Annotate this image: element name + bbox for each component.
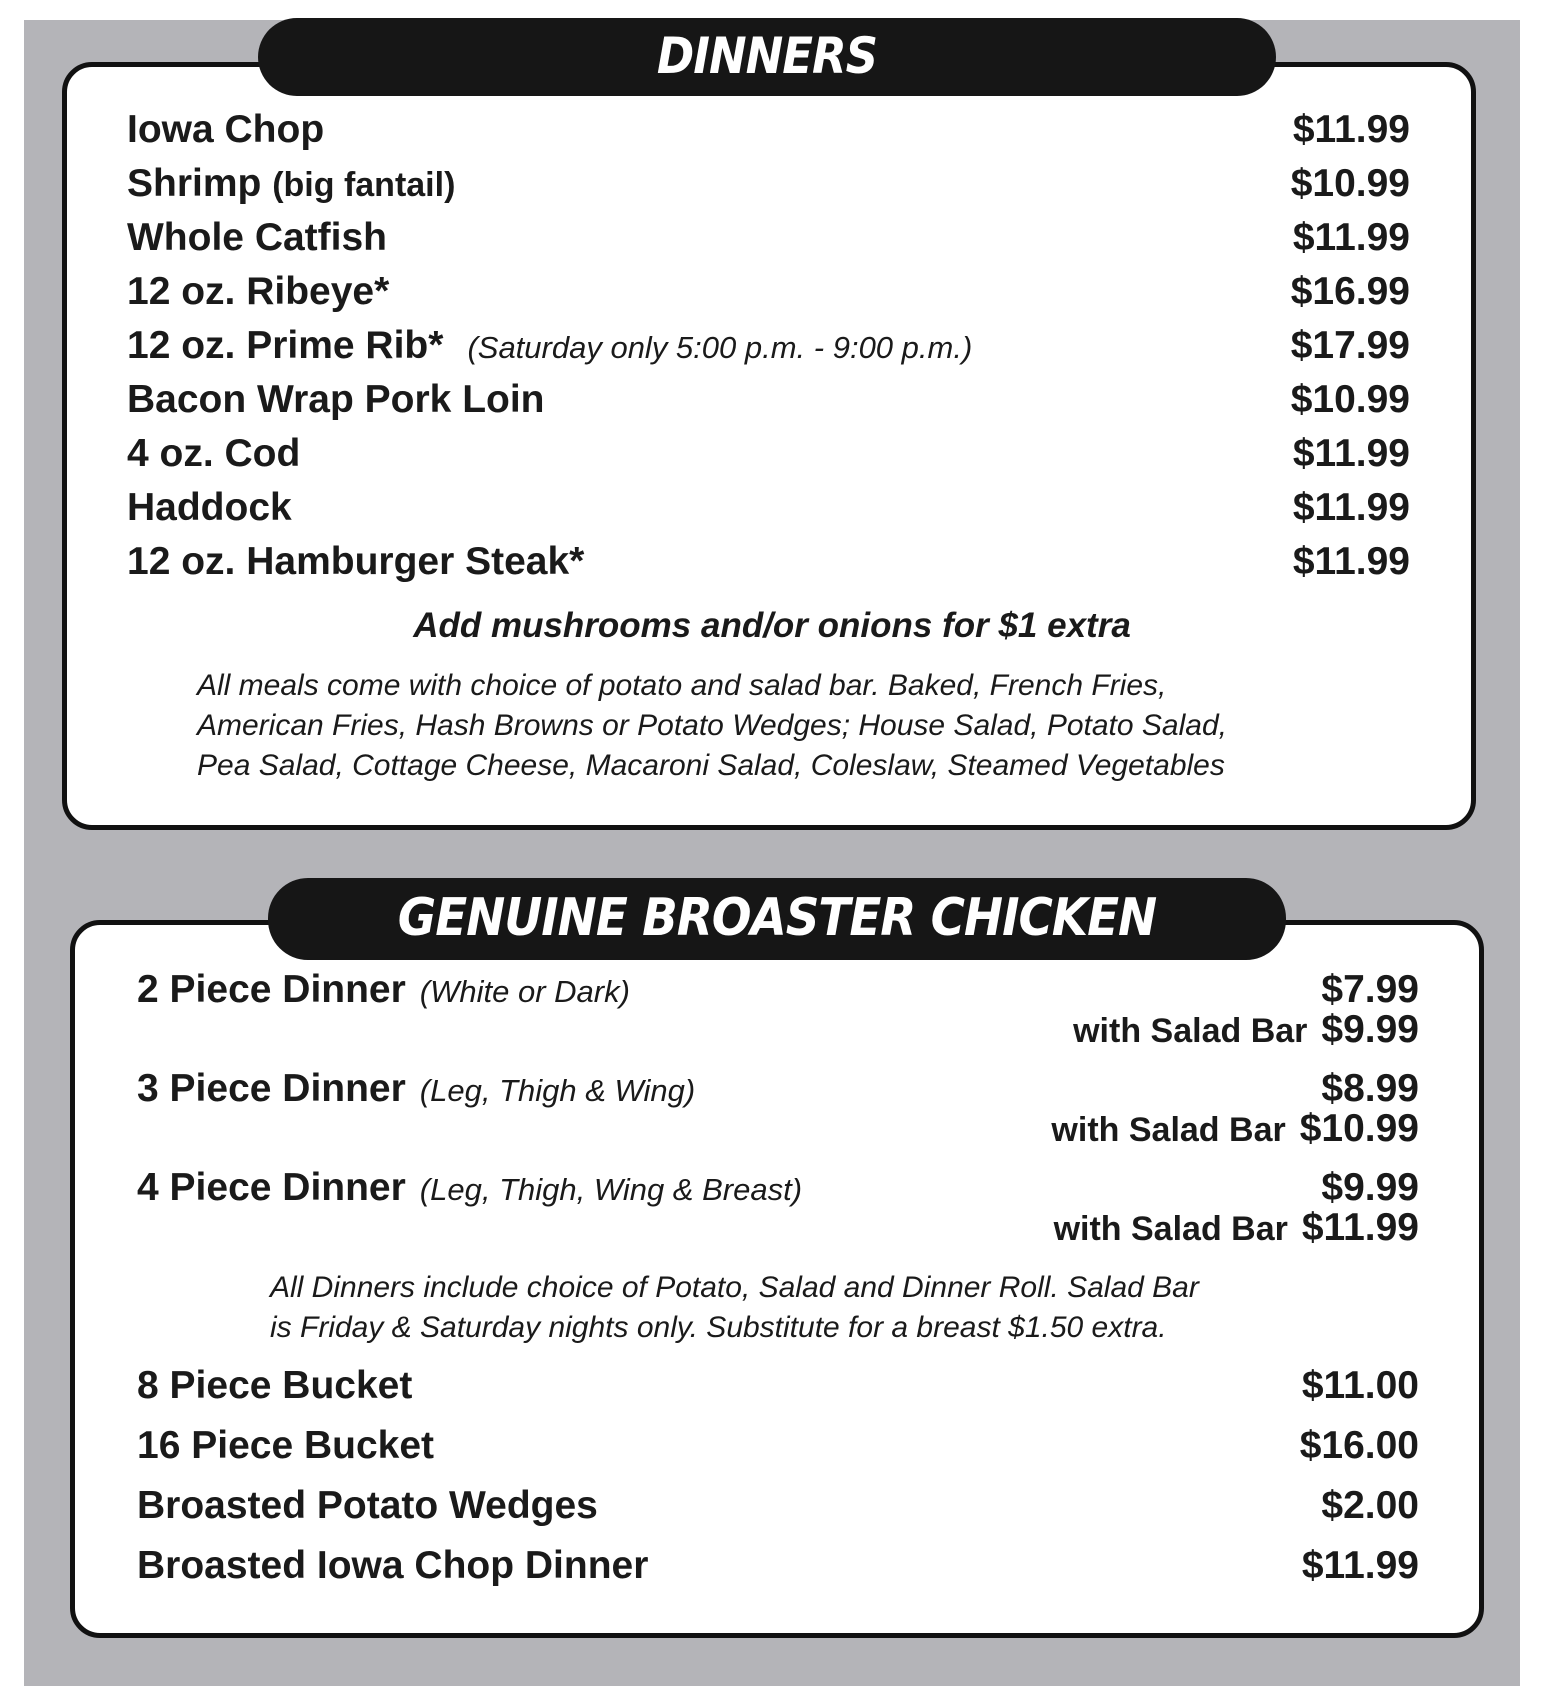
chicken-dinner-desc: (Leg, Thigh & Wing) — [419, 1073, 696, 1108]
dinner-item-price: $10.99 — [1290, 378, 1410, 421]
chicken-footnote — [270, 1268, 1199, 1348]
chicken-item — [137, 1484, 1419, 1534]
footnote-line: American Fries, Hash Browns or Potato Wedges; House Salad, Potato Salad, — [197, 709, 1227, 742]
chicken-item-price: $11.00 — [1301, 1364, 1419, 1407]
salad-bar-price: $10.99 — [1299, 1107, 1419, 1150]
chicken-item — [137, 1424, 1419, 1474]
dinner-item-detail: (big fantail) — [272, 166, 456, 204]
chicken-dinner-desc: (White or Dark) — [419, 974, 630, 1009]
salad-bar-price: $11.99 — [1301, 1206, 1419, 1249]
dinner-item-price: $16.99 — [1290, 270, 1410, 313]
chicken-item-price: $11.99 — [1301, 1544, 1419, 1587]
chicken-item-name: 16 Piece Bucket — [137, 1424, 435, 1467]
footnote-line: Pea Salad, Cottage Cheese, Macaroni Salad, Coleslaw, Steamed Vegetables — [197, 749, 1225, 782]
dinner-item — [127, 108, 1410, 158]
salad-bar-price: $9.99 — [1321, 1008, 1419, 1051]
dinner-item-price: $11.99 — [1292, 432, 1410, 475]
chicken-title: GENUINE BROASTER CHICKEN — [268, 878, 1286, 960]
chicken-item-price: $16.00 — [1299, 1424, 1419, 1467]
dinner-item-note: (Saturday only 5:00 p.m. - 9:00 p.m.) — [467, 330, 973, 365]
dinner-item — [127, 162, 1410, 212]
chicken-item — [137, 1544, 1419, 1594]
footnote-line: All meals come with choice of potato and salad bar. Baked, French Fries, — [197, 669, 1167, 702]
footnote-line: is Friday & Saturday nights only. Substitute for a breast $1.50 extra. — [270, 1311, 1167, 1344]
dinner-item — [127, 432, 1410, 482]
chicken-dinner-item — [137, 968, 1419, 1068]
dinner-item-name: Whole Catfish — [127, 216, 387, 259]
chicken-dinner-name: 4 Piece Dinner — [137, 1166, 406, 1209]
dinner-item-name: 12 oz. Prime Rib* — [127, 324, 444, 367]
dinner-item-name: Bacon Wrap Pork Loin — [127, 378, 545, 421]
dinners-footnote — [197, 666, 1227, 786]
chicken-dinner-desc: (Leg, Thigh, Wing & Breast) — [419, 1172, 803, 1207]
dinner-item-price: $11.99 — [1292, 540, 1410, 583]
dinner-item-price: $17.99 — [1290, 324, 1410, 367]
chicken-dinner-price: $8.99 — [1321, 1067, 1419, 1110]
dinner-item — [127, 270, 1410, 320]
dinner-item — [127, 378, 1410, 428]
chicken-item-name: 8 Piece Bucket — [137, 1364, 413, 1407]
salad-bar-label: with Salad Bar — [1053, 1210, 1288, 1248]
salad-bar-label: with Salad Bar — [1073, 1012, 1308, 1050]
dinner-item — [127, 216, 1410, 266]
chicken-dinner-price: $9.99 — [1321, 1166, 1419, 1209]
dinner-item-name: 12 oz. Ribeye* — [127, 270, 390, 313]
dinner-item-price: $11.99 — [1292, 486, 1410, 529]
salad-bar-label: with Salad Bar — [1051, 1111, 1286, 1149]
dinner-item — [127, 486, 1410, 536]
chicken-item — [137, 1364, 1419, 1414]
chicken-item-name: Broasted Potato Wedges — [137, 1484, 598, 1527]
dinners-title: DINNERS — [258, 18, 1276, 96]
chicken-dinner-name: 3 Piece Dinner — [137, 1067, 406, 1110]
dinner-item-name: Shrimp — [127, 162, 262, 205]
dinner-item-price: $11.99 — [1292, 108, 1410, 151]
chicken-item-price: $2.00 — [1321, 1484, 1419, 1527]
dinner-item-name: Haddock — [127, 486, 292, 529]
footnote-line: All Dinners include choice of Potato, Salad and Dinner Roll. Salad Bar — [270, 1271, 1199, 1304]
chicken-dinner-item — [137, 1166, 1419, 1266]
dinner-item-name: 12 oz. Hamburger Steak* — [127, 540, 585, 583]
dinner-item — [127, 324, 1410, 374]
dinners-addon-note: Add mushrooms and/or onions for $1 extra — [413, 606, 1131, 645]
chicken-dinner-item — [137, 1067, 1419, 1167]
chicken-dinner-price: $7.99 — [1321, 968, 1419, 1011]
chicken-item-name: Broasted Iowa Chop Dinner — [137, 1544, 649, 1587]
dinner-item-name: 4 oz. Cod — [127, 432, 301, 475]
dinner-item-price: $11.99 — [1292, 216, 1410, 259]
dinner-item-price: $10.99 — [1290, 162, 1410, 205]
dinner-item-name: Iowa Chop — [127, 108, 325, 151]
chicken-dinner-name: 2 Piece Dinner — [137, 968, 406, 1011]
dinner-item — [127, 540, 1410, 590]
